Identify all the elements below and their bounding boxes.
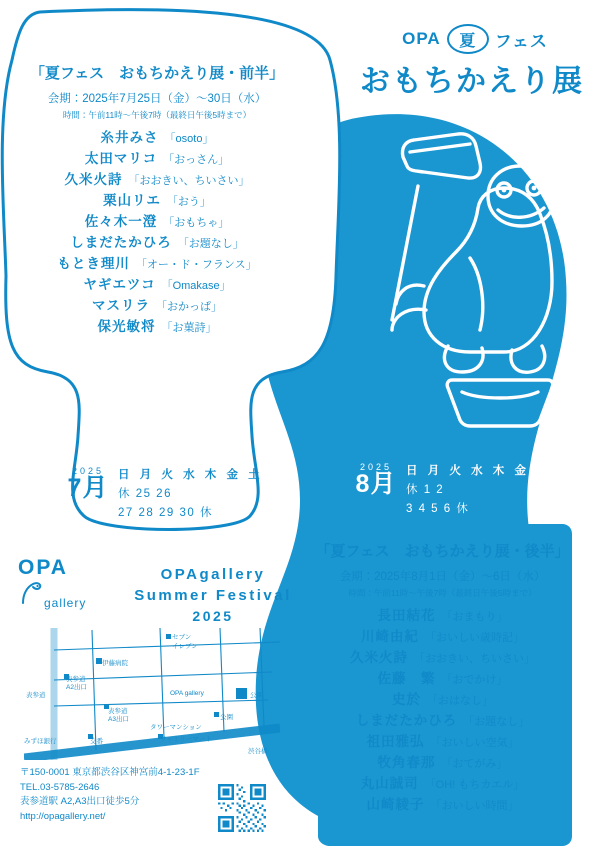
artist-name: 栗山リエ xyxy=(103,193,161,208)
list-item xyxy=(310,735,575,749)
map-label: 表参道 xyxy=(26,692,46,699)
artist-name: 佐々木一澄 xyxy=(84,214,158,229)
address-url[interactable]: http://opagallery.net/ xyxy=(20,811,106,823)
gallery-logo-text: gallery xyxy=(44,596,87,610)
artist-name: マスリラ xyxy=(92,298,150,313)
list-item xyxy=(22,278,292,292)
map-label-opa-gallery: OPA gallery xyxy=(170,690,204,697)
list-item xyxy=(22,320,292,334)
second-half-hours: 時間：午前11時〜午後7時（最終日午後5時まで） xyxy=(348,588,537,598)
list-item xyxy=(22,131,292,145)
map-label: A2出口 xyxy=(66,684,87,691)
artist-work: 「おおきい、ちいさい」 xyxy=(414,653,535,665)
list-item xyxy=(22,152,292,166)
map-label: 公園 xyxy=(220,714,233,721)
artist-name: 糸井みさ xyxy=(100,130,159,145)
artist-name: 祖田雅弘 xyxy=(366,734,425,749)
artist-name: ヤギエツコ xyxy=(83,277,156,292)
list-item xyxy=(310,609,575,623)
map-label: 青山通り xyxy=(144,750,170,757)
list-item xyxy=(310,756,575,770)
artist-work: 「おいしい歳時記」 xyxy=(425,632,524,644)
calendar-august-year: 2025 xyxy=(359,462,393,472)
artist-work: 「おう」 xyxy=(166,196,211,208)
artist-name: しまだたかひろ xyxy=(70,235,172,250)
artist-name: 佐藤 繁 xyxy=(377,671,436,686)
bird-icon xyxy=(20,580,42,606)
list-item xyxy=(22,257,292,271)
artist-work: 「OH! もちカエル」 xyxy=(424,779,525,791)
artist-name: 長田結花 xyxy=(377,608,436,623)
artist-work: 「おてがみ」 xyxy=(441,758,508,770)
artist-work: 「おはなし」 xyxy=(427,695,493,707)
second-half-panel xyxy=(310,540,575,819)
artist-name: 久米火詩 xyxy=(350,650,408,665)
artist-work: 「おまもり」 xyxy=(441,611,508,623)
artist-work: 「お題なし」 xyxy=(177,238,244,250)
brand-row xyxy=(375,24,575,54)
calendar-august-row1: 休 1 2 xyxy=(406,484,445,496)
first-half-hours: 時間：午前11時〜午後7時（最終日午後5時まで） xyxy=(62,110,252,120)
artist-work: 「osoto」 xyxy=(164,133,214,145)
artist-work: 「おもちゃ」 xyxy=(163,217,230,229)
artist-work: 「おいしい空気」 xyxy=(430,737,519,749)
map-label: 表参道 xyxy=(108,708,128,715)
list-item xyxy=(22,194,292,208)
first-half-panel xyxy=(22,62,292,341)
calendar-july-year: 2025 xyxy=(71,466,105,476)
page-title: おもちかえり展 xyxy=(360,65,584,98)
calendar-july-dows: 日 月 火 水 木 金 土 xyxy=(118,469,264,481)
artist-work: 「おでかけ」 xyxy=(441,674,508,686)
map-label: 伊藤病院 xyxy=(102,660,128,667)
artist-work: 「お題なし」 xyxy=(463,716,530,728)
map-label: 表参道 xyxy=(66,676,86,683)
festival-line2: Summer Festival xyxy=(134,587,292,604)
calendar-july-row2: 27 28 29 30 休 xyxy=(118,507,213,519)
first-half-period: 会期：2025年7月25日（金）〜30日（水） xyxy=(47,93,267,105)
artist-work: 「おかっぱ」 xyxy=(156,301,222,313)
second-half-period: 会期：2025年8月1日（金）〜6日（水） xyxy=(339,571,546,583)
brand-natsu-circle: 夏 xyxy=(447,24,489,54)
list-item xyxy=(22,215,292,229)
address-access: 表参道駅 A2,A3出口徒歩5分 xyxy=(20,796,140,808)
first-half-artist-list xyxy=(22,131,292,334)
map-label: 交番 xyxy=(90,738,103,745)
calendar-august-row2: 3 4 5 6 休 xyxy=(406,503,470,515)
artist-name: 山崎綾子 xyxy=(366,797,425,812)
list-item xyxy=(310,693,575,707)
calendar-july-month: 7月 xyxy=(67,474,109,502)
artist-work: 「おおきい、ちいさい」 xyxy=(128,175,250,187)
artist-name: 太田マリコ xyxy=(84,151,158,166)
artist-work: 「Omakase」 xyxy=(161,280,231,292)
list-item xyxy=(310,651,575,665)
artist-name: 牧角春那 xyxy=(377,755,436,770)
festival-line3: 2025 xyxy=(192,608,234,624)
artist-work: 「おっさん」 xyxy=(163,154,230,166)
calendar-august-dows: 日 月 火 水 木 金 土 xyxy=(406,465,552,477)
artist-work: 「おいしい時間」 xyxy=(430,800,519,812)
artist-name: 史於 xyxy=(392,692,421,707)
brand-opa: OPA xyxy=(402,29,441,48)
first-half-title: 「夏フェス おもちかえり展・前半」 xyxy=(29,65,285,82)
address-line1: 〒150-0001 東京都渋谷区神宮前4-1-23-1F xyxy=(20,767,200,778)
list-item xyxy=(310,777,575,791)
artist-name: しまだたかひろ xyxy=(355,713,458,728)
second-half-title: 「夏フェス おもちかえり展・後半」 xyxy=(315,543,570,560)
artist-name: 久米火詩 xyxy=(64,172,123,187)
artist-name: もとき理川 xyxy=(57,256,130,271)
opa-logo-text: OPA xyxy=(18,556,68,579)
artist-name: 保光敏将 xyxy=(97,319,156,334)
access-map xyxy=(24,620,280,760)
map-label: イレブン xyxy=(172,643,198,650)
list-item xyxy=(22,173,292,187)
map-label: みずほ銀行 xyxy=(24,738,57,745)
list-item xyxy=(310,714,575,728)
opa-logo xyxy=(18,556,118,610)
list-item xyxy=(310,672,575,686)
artist-name: 丸山誠司 xyxy=(360,776,419,791)
map-label: A3出口 xyxy=(108,716,129,723)
list-item xyxy=(22,299,292,313)
address-tel: TEL.03-5785-2646 xyxy=(20,781,100,793)
map-label: 公園 xyxy=(250,692,263,699)
second-half-artist-list xyxy=(310,609,575,812)
map-label: 渋谷橋 xyxy=(248,748,268,755)
calendar-august-month: 8月 xyxy=(355,470,397,498)
list-item xyxy=(310,798,575,812)
festival-title xyxy=(118,566,308,624)
list-item xyxy=(310,630,575,644)
map-label: セブン xyxy=(172,634,192,641)
map-lines xyxy=(24,620,280,760)
artist-name: 川崎由紀 xyxy=(361,629,419,644)
qr-code-icon[interactable] xyxy=(218,784,266,832)
artist-work: 「オー・ド・フランス」 xyxy=(135,259,257,271)
calendar-july-row1: 休 25 26 xyxy=(118,488,172,500)
festival-line1: OPAgallery xyxy=(160,566,266,583)
map-label: ファミリーマート xyxy=(160,736,212,743)
list-item xyxy=(22,236,292,250)
artist-work: 「お菓詩」 xyxy=(161,322,217,334)
brand-fes: フェス xyxy=(494,31,548,51)
map-label: タワーマンション xyxy=(150,724,202,731)
